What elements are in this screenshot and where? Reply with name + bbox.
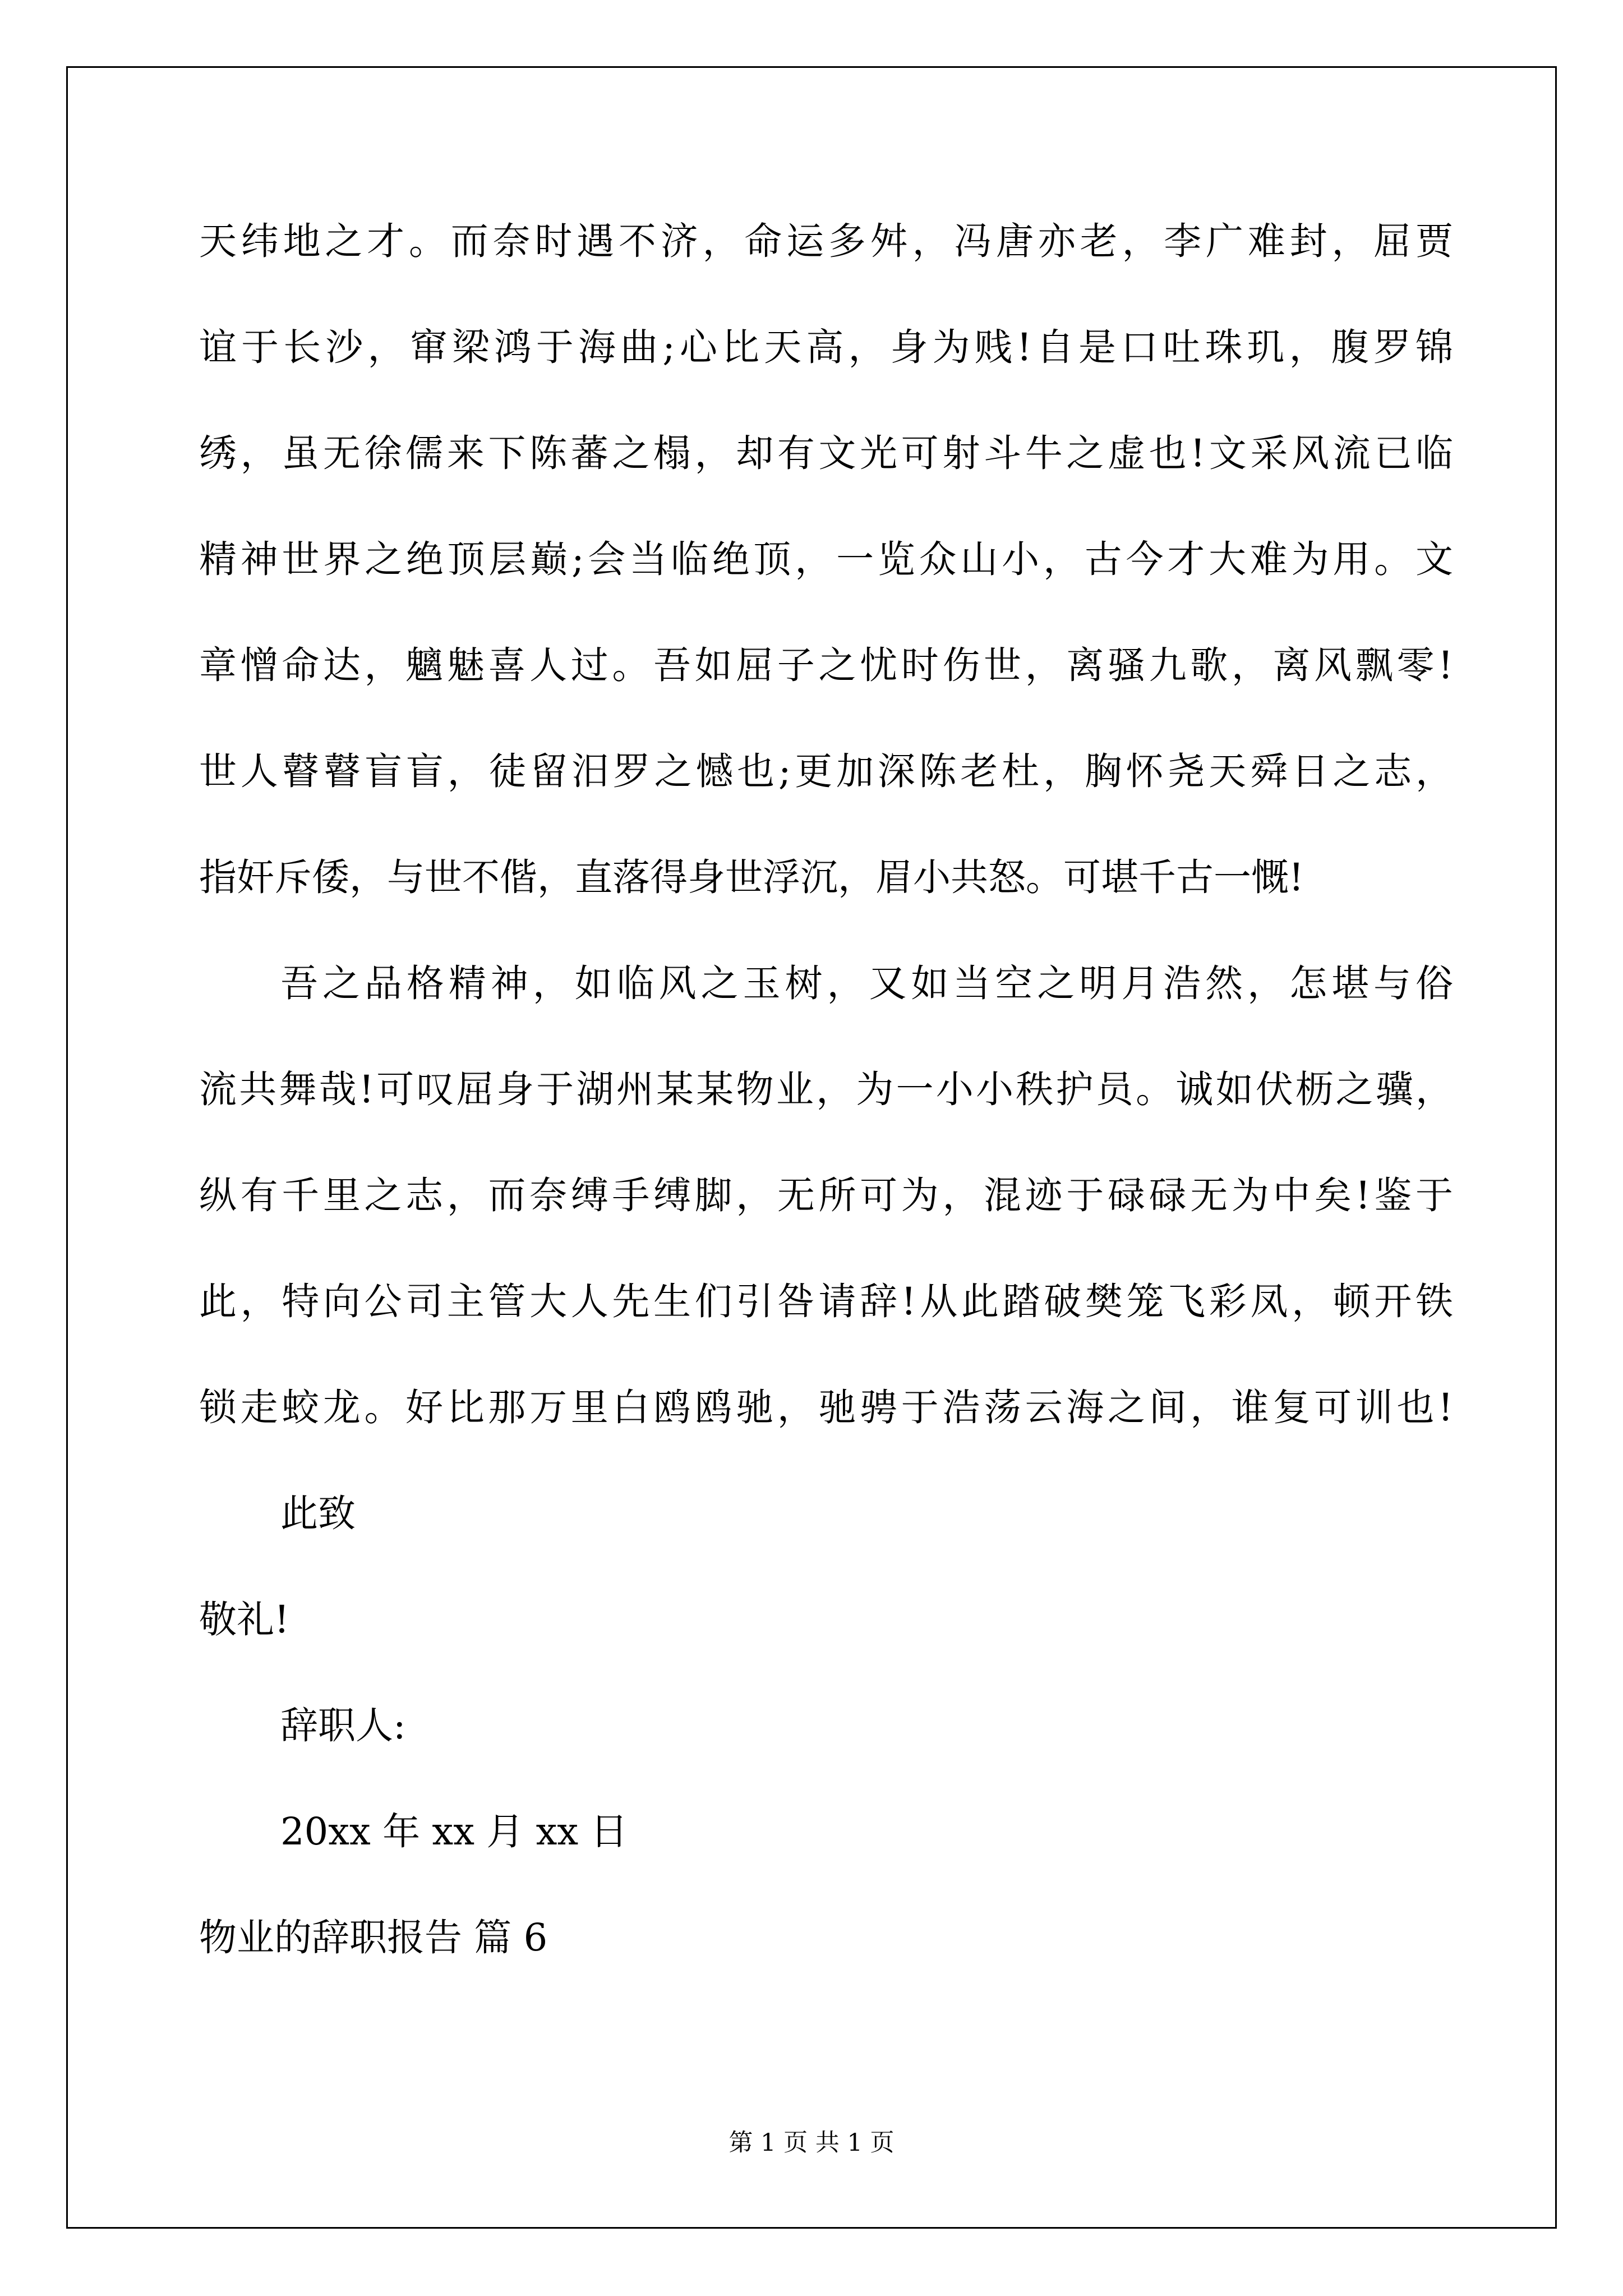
signature-label: 辞职人:	[280, 1704, 406, 1747]
document-body	[199, 219, 1453, 2024]
text-line: 世人瞽瞽盲盲，徒留汨罗之憾也;更加深陈老杜，胸怀尧天舜日之志，	[199, 749, 1453, 793]
text-line: 锁走蛟龙。好比那万里白鸥鸥驰，驰骋于浩荡云海之间，谁复可训也!	[199, 1386, 1453, 1429]
paragraph-2	[199, 961, 1453, 1494]
section-title: 物业的辞职报告 篇 6	[199, 1916, 548, 1959]
text-line: 此，特向公司主管大人先生们引咎请辞!从此踏破樊笼飞彩凤，顿开铁	[199, 1280, 1453, 1323]
salute-line: 敬礼!	[199, 1598, 289, 1641]
text-line: 章憎命达，魑魅喜人过。吾如屈子之忧时伤世，离骚九歌，离风飘零!	[199, 643, 1453, 687]
text-line: 纵有千里之志，而奈缚手缚脚，无所可为，混迹于碌碌无为中矣!鉴于	[199, 1174, 1453, 1217]
text-line: 吾之品格精神，如临风之玉树，又如当空之明月浩然，怎堪与俗	[280, 961, 1453, 1005]
paragraph-1	[199, 219, 1453, 964]
text-line: 指奸斥倭，与世不偕，直落得身世浮沉，眉小共怒。可堪千古一慨!	[199, 855, 1304, 899]
text-line: 天纬地之才。而奈时遇不济，命运多舛，冯唐亦老，李广难封，屈贾	[199, 219, 1453, 263]
page-footer: 第 1 页 共 1 页	[728, 2129, 895, 2157]
date-line: 20xx 年 xx 月 xx 日	[280, 1810, 628, 1853]
text-line: 流共舞哉!可叹屈身于湖州某某物业，为一小小秩护员。诚如伏枥之骥，	[199, 1068, 1453, 1111]
text-line: 绣，虽无徐儒来下陈蕃之榻，却有文光可射斗牛之虚也!文采风流已临	[199, 431, 1453, 475]
text-line: 精神世界之绝顶层巅;会当临绝顶，一览众山小，古今才大难为用。文	[199, 537, 1453, 581]
text-line: 谊于长沙，窜梁鸿于海曲;心比天高，身为贱!自是口吐珠玑，腹罗锦	[199, 325, 1453, 369]
closing-line: 此致	[280, 1492, 356, 1535]
